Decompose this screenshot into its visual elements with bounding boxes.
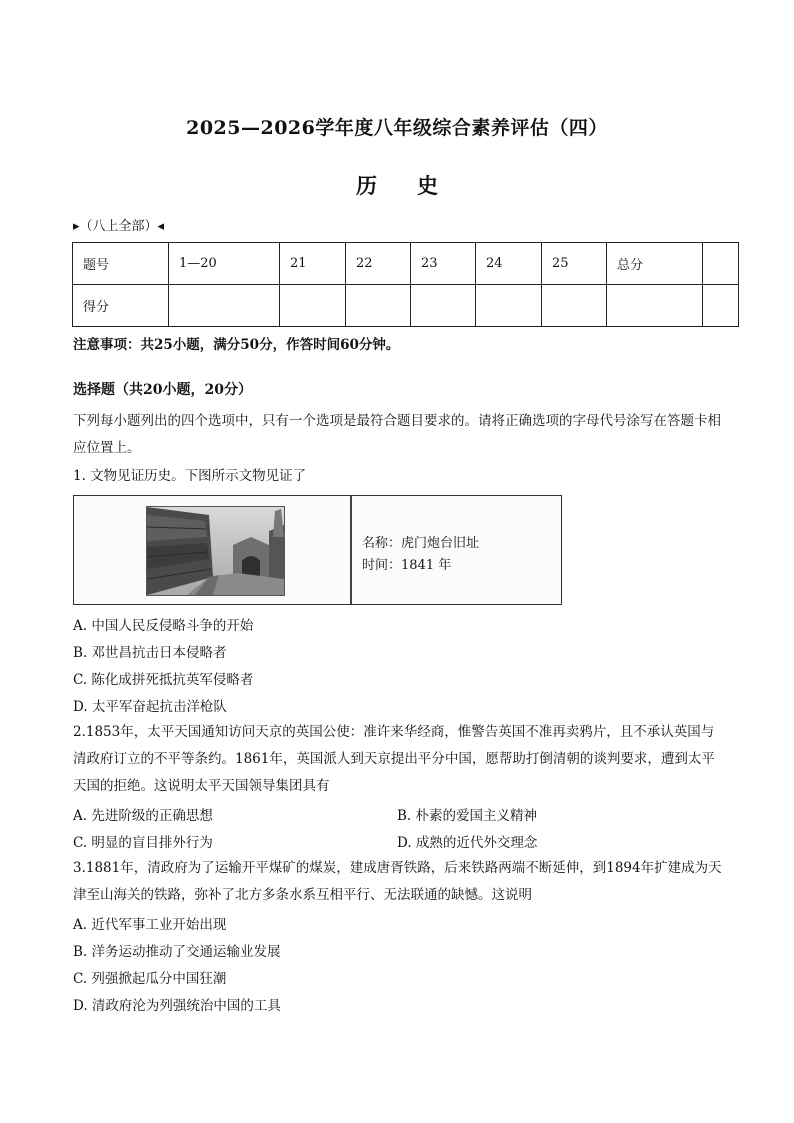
score-cell[interactable] <box>169 285 280 327</box>
score-cell[interactable] <box>411 285 476 327</box>
figure-name: 名称：虎门炮台旧址 <box>362 536 480 551</box>
question-2-option-d[interactable]: D. 成熟的近代外交理念 <box>397 835 538 851</box>
question-1-option-c[interactable]: C. 陈化成拼死抵抗英军侵略者 <box>73 672 254 688</box>
question-2-option-b[interactable]: B. 朴素的爱国主义精神 <box>397 808 538 824</box>
score-cell[interactable] <box>346 285 411 327</box>
score-table-header-row <box>73 243 739 285</box>
score-cell[interactable] <box>607 285 703 327</box>
fort-ruins-image <box>147 507 284 595</box>
exam-scope: ▸（八上全部）◂ <box>73 219 165 234</box>
question-1-stem: 1. 文物见证历史。下图所示文物见证了 <box>73 468 307 484</box>
score-table <box>72 242 739 327</box>
score-cell[interactable] <box>476 285 542 327</box>
exam-title: 2025—2026学年度八年级综合素养评估（四） <box>186 117 608 139</box>
table-cell: 得分 <box>73 285 169 327</box>
figure-divider <box>350 496 352 604</box>
score-cell[interactable] <box>703 285 739 327</box>
table-cell: 23 <box>411 243 476 285</box>
score-cell[interactable] <box>280 285 346 327</box>
section-instructions: 下列每小题列出的四个选项中，只有一个选项是最符合题目要求的。请将正确选项的字母代号涂写在答题卡相应位置上。 <box>73 413 721 456</box>
question-2-option-c[interactable]: C. 明显的盲目排外行为 <box>73 835 213 851</box>
fort-ruins-photo <box>146 506 285 596</box>
table-cell: 1—20 <box>169 243 280 285</box>
figure-time: 时间：1841 年 <box>362 558 452 573</box>
table-cell: 题号 <box>73 243 169 285</box>
table-cell <box>703 243 739 285</box>
question-3-option-d[interactable]: D. 清政府沦为列强统治中国的工具 <box>73 998 281 1014</box>
question-1-option-b[interactable]: B. 邓世昌抗击日本侵略者 <box>73 645 227 661</box>
question-3-option-b[interactable]: B. 洋务运动推动了交通运输业发展 <box>73 944 281 960</box>
question-3-option-a[interactable]: A. 近代军事工业开始出现 <box>73 917 227 933</box>
subject-title: 历史 <box>356 173 478 198</box>
table-cell: 总分 <box>607 243 703 285</box>
table-cell: 24 <box>476 243 542 285</box>
question-3-stem: 3.1881年，清政府为了运输开平煤矿的煤炭，建成唐胥铁路，后来铁路两端不断延伸，到1894年扩建成为天津至山海关的铁路，弥补了北方多条水系互相平行、无法联通的缺憾。这说明 <box>73 860 722 903</box>
exam-notice: 注意事项：共25小题，满分50分，作答时间60分钟。 <box>73 337 400 353</box>
question-1-figure <box>73 495 562 605</box>
question-2-option-a[interactable]: A. 先进阶级的正确思想 <box>73 808 213 824</box>
score-cell[interactable] <box>542 285 607 327</box>
table-cell: 21 <box>280 243 346 285</box>
table-cell: 25 <box>542 243 607 285</box>
question-1-option-a[interactable]: A. 中国人民反侵略斗争的开始 <box>73 618 254 634</box>
section-title: 选择题（共20小题，20分） <box>73 382 252 398</box>
score-table-score-row <box>73 285 739 327</box>
question-2-stem: 2.1853年，太平天国通知访问天京的英国公使：准许来华经商，惟警告英国不准再卖鸦片，且不承认英国与清政府订立的不平等条约。1861年，英国派人到天京提出平分中国，愿帮助打倒清朝的谈判要求，遭到太平天国的拒绝。这说明太平天国领导集团具有 <box>73 724 715 794</box>
question-3-option-c[interactable]: C. 列强掀起瓜分中国狂潮 <box>73 971 227 987</box>
question-1-option-d[interactable]: D. 太平军奋起抗击洋枪队 <box>73 699 227 715</box>
table-cell: 22 <box>346 243 411 285</box>
